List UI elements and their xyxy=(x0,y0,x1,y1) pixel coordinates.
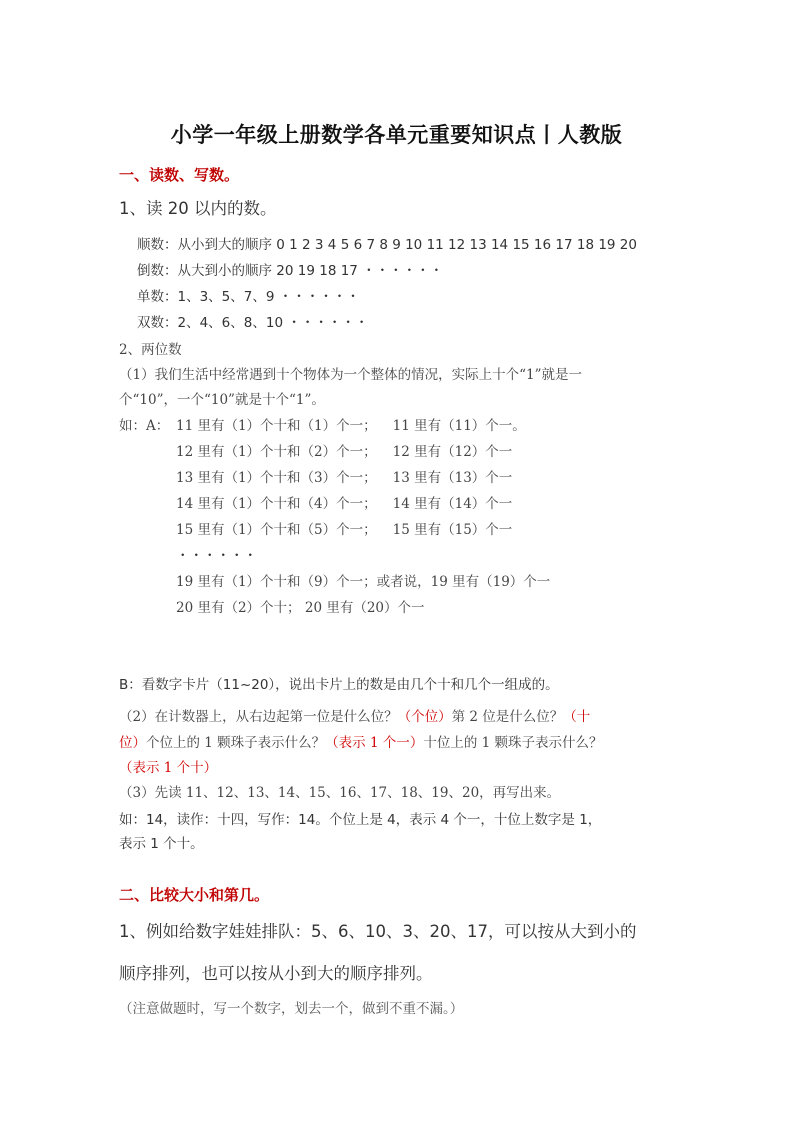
q2-line2 xyxy=(119,731,603,751)
example-a: 11 里有（1）个十和（1）个一； xyxy=(176,418,377,434)
q2-text: 第 2 位是什么位？ xyxy=(451,709,564,725)
q3-example-line1: 如：14，读作：十四，写作：14。个位上是 4，表示 4 个一，十位上数字是 1， xyxy=(119,812,602,828)
para1-line2: 个“10”，一个“10”就是十个“1”。 xyxy=(119,392,325,408)
q2-text: 十位上的 1 颗珠子表示什么？ xyxy=(423,735,603,751)
example-a: 12 里有（1）个十和（2）个一； xyxy=(176,444,377,460)
example-b: 11 里有（11）个一。 xyxy=(392,418,526,434)
q2-line1 xyxy=(119,705,590,725)
order-ascending: 顺数：从小到大的顺序 0 1 2 3 4 5 6 7 8 9 10 11 12 13 14 15 16 17 18 19 20 xyxy=(137,237,637,253)
example-b: 15 里有（15）个一 xyxy=(392,522,513,538)
example-row-15 xyxy=(176,518,512,538)
example-row-13 xyxy=(176,466,512,486)
section2-line2: 顺序排列，也可以按从小到大的顺序排列。 xyxy=(119,964,433,983)
section2-line1: 1、例如给数字娃娃排队：5、6、10、3、20、17，可以按从大到小的 xyxy=(119,922,637,941)
q2-answer-ones: （个位） xyxy=(397,709,452,725)
para1-line1: （1）我们生活中经常遇到十个物体为一个整体的情况，实际上十个“1”就是一 xyxy=(119,367,582,383)
q3-line: （3）先读 11、12、13、14、15、16、17、18、19、20，再写出来。 xyxy=(119,785,561,801)
example-a: 13 里有（1）个十和（3）个一； xyxy=(176,470,377,486)
example-a: 14 里有（1）个十和（4）个一； xyxy=(176,496,377,512)
example-prefix: 如：A： xyxy=(119,418,170,434)
odd-numbers: 单数：1、3、5、7、9 ・・・・・・ xyxy=(137,289,360,305)
example-b: 14 里有（14）个一 xyxy=(392,496,513,512)
even-numbers: 双数：2、4、6、8、10 ・・・・・・ xyxy=(137,315,369,331)
q2-text: 个位上的 1 颗珠子表示什么？ xyxy=(146,735,326,751)
q2-answer-one-ten: （表示 1 个十） xyxy=(119,760,218,776)
section1-sub2: 2、两位数 xyxy=(119,342,182,358)
example-row-11 xyxy=(176,414,526,434)
q2-answer-one-unit: （表示 1 个一） xyxy=(325,735,424,751)
order-descending: 倒数：从大到小的顺序 20 19 18 17 ・・・・・・ xyxy=(137,263,444,279)
b-line: B：看数字卡片（11~20），说出卡片上的数是由几个十和几个一组成的。 xyxy=(119,677,559,693)
ellipsis-dots: ・・・・・・ xyxy=(176,548,257,564)
page-title: 小学一年级上册数学各单元重要知识点丨人教版 xyxy=(170,123,623,147)
example-row-20: 20 里有（2）个十； 20 里有（20）个一 xyxy=(176,600,425,616)
example-row-14 xyxy=(176,492,512,512)
q2-text: （2）在计数器上，从右边起第一位是什么位？ xyxy=(119,709,398,725)
section2-heading: 二、比较大小和第几。 xyxy=(119,886,270,904)
q3-example-line2: 表示 1 个十。 xyxy=(119,836,204,852)
example-row-12 xyxy=(176,440,512,460)
section1-heading: 一、读数、写数。 xyxy=(119,166,240,184)
section2-note: （注意做题时，写一个数字，划去一个，做到不重不漏。） xyxy=(119,1001,464,1017)
example-b: 13 里有（13）个一 xyxy=(392,470,513,486)
q2-answer-tens: （十 xyxy=(563,709,591,725)
example-row-19: 19 里有（1）个十和（9）个一；或者说，19 里有（19）个一 xyxy=(176,574,551,590)
example-a: 15 里有（1）个十和（5）个一； xyxy=(176,522,377,538)
example-b: 12 里有（12）个一 xyxy=(392,444,513,460)
q2-answer-tens-end: 位） xyxy=(119,735,146,751)
section1-sub1: 1、读 20 以内的数。 xyxy=(119,199,277,218)
